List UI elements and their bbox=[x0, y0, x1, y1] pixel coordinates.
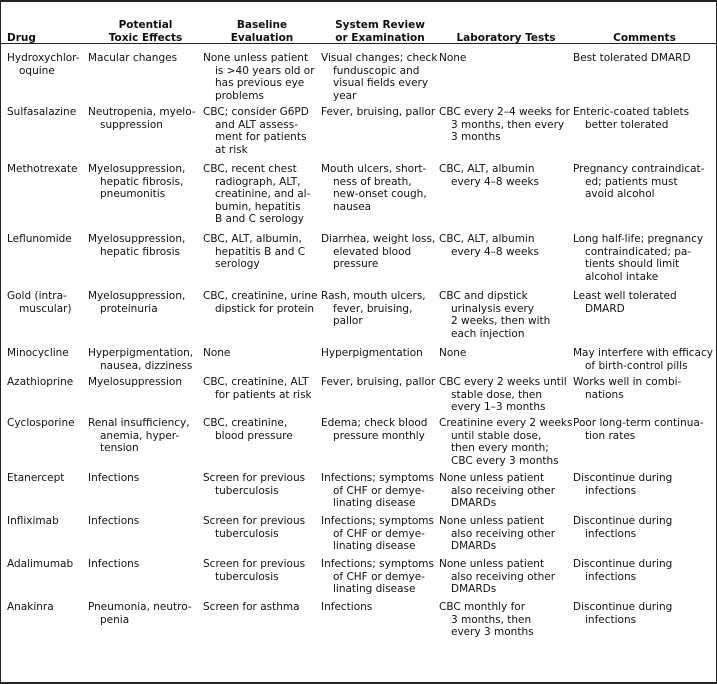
header-line: Baseline bbox=[236, 19, 288, 31]
cell-line: 3 months bbox=[451, 131, 501, 143]
cell-line: infections bbox=[585, 613, 637, 626]
cell-line: also receiving other bbox=[451, 484, 556, 497]
cell-line: Poor long-term continua- bbox=[573, 417, 704, 429]
cell-line: DMARD bbox=[585, 302, 625, 315]
cell-line: Hydroxychlor- bbox=[7, 52, 80, 64]
toxic-effects-cell bbox=[88, 514, 203, 557]
cell-line: every 3 months bbox=[451, 626, 534, 638]
cell-line: B and C serology bbox=[215, 213, 304, 225]
header-comments bbox=[573, 0, 716, 51]
cell-line: of CHF or demye- bbox=[333, 570, 425, 583]
cell-line: tension bbox=[100, 442, 139, 454]
cell-line: DMARDs bbox=[451, 497, 497, 509]
cell-line: None bbox=[439, 52, 467, 64]
drug-cell bbox=[1, 375, 88, 416]
table-row bbox=[1, 162, 716, 232]
cell-line: problems bbox=[215, 89, 264, 102]
cell-line: hepatic fibrosis, bbox=[100, 175, 184, 188]
drug-cell bbox=[1, 51, 88, 105]
cell-line: Etanercept bbox=[7, 472, 65, 484]
cell-line: until stable dose, bbox=[451, 429, 542, 442]
cell-line: Diarrhea, weight loss, bbox=[321, 233, 436, 245]
baseline-cell bbox=[203, 375, 321, 416]
cell-line: avoid alcohol bbox=[585, 188, 655, 200]
lab-tests-cell bbox=[439, 600, 573, 647]
cell-line: Discontinue during bbox=[573, 558, 673, 570]
cell-line: muscular) bbox=[19, 302, 72, 315]
lab-tests-cell bbox=[439, 346, 573, 375]
comments-cell bbox=[573, 51, 716, 105]
comments-cell bbox=[573, 514, 716, 557]
cell-line: Infections bbox=[88, 472, 140, 484]
lab-tests-cell bbox=[439, 557, 573, 600]
cell-line: for patients at risk bbox=[215, 388, 312, 401]
cell-line: suppression bbox=[100, 118, 163, 131]
cell-line: elevated blood bbox=[333, 245, 412, 258]
cell-line: also receiving other bbox=[451, 570, 556, 583]
cell-line: of CHF or demye- bbox=[333, 484, 425, 497]
toxic-effects-cell bbox=[88, 557, 203, 600]
cell-line: CBC, creatinine, urine bbox=[203, 290, 318, 302]
cell-line: ment for patients bbox=[215, 131, 307, 143]
comments-cell bbox=[573, 232, 716, 289]
cell-line: CBC, ALT, albumin bbox=[439, 233, 535, 245]
table-body bbox=[1, 51, 716, 647]
cell-line: proteinuria bbox=[100, 302, 158, 315]
cell-line: tients should limit bbox=[585, 258, 680, 270]
table-row bbox=[1, 514, 716, 557]
baseline-cell bbox=[203, 162, 321, 232]
cell-line: Screen for asthma bbox=[203, 601, 300, 613]
lab-tests-cell bbox=[439, 471, 573, 514]
cell-line: linating disease bbox=[333, 583, 416, 595]
cell-line: Cyclosporine bbox=[7, 417, 75, 429]
cell-line: Screen for previous bbox=[203, 515, 306, 527]
baseline-cell bbox=[203, 289, 321, 346]
cell-line: None unless patient bbox=[439, 515, 545, 527]
comments-cell bbox=[573, 289, 716, 346]
cell-line: CBC and dipstick bbox=[439, 290, 528, 302]
cell-line: Best tolerated DMARD bbox=[573, 52, 691, 64]
header-line: System Review bbox=[335, 19, 425, 31]
toxic-effects-cell bbox=[88, 416, 203, 471]
cell-line: Myelosuppression, bbox=[88, 233, 186, 245]
cell-line: bumin, hepatitis bbox=[215, 200, 301, 213]
header-line: or Examination bbox=[335, 31, 425, 44]
header-system-review bbox=[321, 0, 439, 51]
cell-line: alcohol intake bbox=[585, 270, 659, 283]
cell-line: CBC, ALT, albumin, bbox=[203, 233, 302, 245]
cell-line: Pregnancy contraindicat- bbox=[573, 163, 705, 175]
cell-line: Discontinue during bbox=[573, 472, 673, 484]
cell-line: Anakinra bbox=[7, 601, 54, 613]
cell-line: Visual changes; check bbox=[321, 52, 438, 64]
cell-line: urinalysis every bbox=[451, 302, 534, 315]
cell-line: infections bbox=[585, 484, 637, 497]
drug-cell bbox=[1, 105, 88, 162]
cell-line: Screen for previous bbox=[203, 558, 306, 570]
baseline-cell bbox=[203, 471, 321, 514]
header-line: Potential bbox=[118, 19, 173, 31]
cell-line: dipstick for protein bbox=[215, 302, 315, 315]
lab-tests-cell bbox=[439, 232, 573, 289]
cell-line: pressure bbox=[333, 258, 379, 270]
cell-line: linating disease bbox=[333, 497, 416, 509]
baseline-cell bbox=[203, 514, 321, 557]
toxic-effects-cell bbox=[88, 51, 203, 105]
header-row bbox=[1, 0, 716, 51]
system-review-cell bbox=[321, 232, 439, 289]
cell-line: new-onset cough, bbox=[333, 188, 427, 200]
cell-line: CBC monthly for bbox=[439, 601, 526, 613]
cell-line: tion rates bbox=[585, 429, 636, 442]
table-row bbox=[1, 557, 716, 600]
system-review-cell bbox=[321, 162, 439, 232]
cell-line: CBC, creatinine, bbox=[203, 417, 288, 429]
lab-tests-cell bbox=[439, 162, 573, 232]
header-line: Laboratory Tests bbox=[456, 31, 556, 44]
cell-line: Minocycline bbox=[7, 347, 69, 359]
drug-cell bbox=[1, 600, 88, 647]
drug-cell bbox=[1, 557, 88, 600]
drug-monitoring-table bbox=[1, 0, 716, 647]
cell-line: penia bbox=[100, 613, 130, 626]
cell-line: nausea, dizziness bbox=[100, 359, 193, 372]
cell-line: pallor bbox=[333, 315, 363, 327]
cell-line: Myelosuppression, bbox=[88, 163, 186, 175]
cell-line: every 4–8 weeks bbox=[451, 245, 540, 258]
cell-line: DMARDs bbox=[451, 540, 497, 552]
cell-line: tuberculosis bbox=[215, 527, 279, 540]
cell-line: pneumonitis bbox=[100, 188, 166, 200]
cell-line: every 1–3 months bbox=[451, 401, 546, 413]
baseline-cell bbox=[203, 346, 321, 375]
cell-line: nations bbox=[585, 388, 624, 401]
lab-tests-cell bbox=[439, 51, 573, 105]
cell-line: Macular changes bbox=[88, 52, 178, 64]
cell-line: Long half-life; pregnancy bbox=[573, 233, 704, 245]
cell-line: Mouth ulcers, short- bbox=[321, 163, 427, 175]
cell-line: and ALT assess- bbox=[215, 118, 298, 131]
comments-cell bbox=[573, 105, 716, 162]
cell-line: Creatinine every 2 weeks bbox=[439, 417, 573, 429]
drug-cell bbox=[1, 416, 88, 471]
comments-cell bbox=[573, 600, 716, 647]
cell-line: Fever, bruising, pallor bbox=[321, 376, 436, 388]
cell-line: Azathioprine bbox=[7, 376, 74, 388]
cell-line: None unless patient bbox=[439, 558, 545, 570]
cell-line: DMARDs bbox=[451, 583, 497, 595]
cell-line: tuberculosis bbox=[215, 484, 279, 497]
cell-line: Enteric-coated tablets bbox=[573, 106, 690, 118]
cell-line: Infections bbox=[88, 515, 140, 527]
cell-line: fever, bruising, bbox=[333, 302, 413, 315]
cell-line: 3 months, then every bbox=[451, 118, 565, 131]
cell-line: Least well tolerated bbox=[573, 290, 677, 302]
drug-cell bbox=[1, 471, 88, 514]
cell-line: Infections; symptoms bbox=[321, 558, 434, 570]
cell-line: Rash, mouth ulcers, bbox=[321, 290, 426, 302]
comments-cell bbox=[573, 471, 716, 514]
cell-line: linating disease bbox=[333, 540, 416, 552]
baseline-cell bbox=[203, 232, 321, 289]
cell-line: None unless patient bbox=[439, 472, 545, 484]
table-row bbox=[1, 600, 716, 647]
cell-line: CBC every 2–4 weeks for bbox=[439, 106, 570, 118]
header-line: Comments bbox=[613, 31, 676, 44]
cell-line: Infections bbox=[88, 558, 140, 570]
header-baseline bbox=[203, 0, 321, 51]
cell-line: Screen for previous bbox=[203, 472, 306, 484]
cell-line: Leflunomide bbox=[7, 233, 72, 245]
system-review-cell bbox=[321, 557, 439, 600]
cell-line: stable dose, then bbox=[451, 388, 542, 401]
cell-line: Methotrexate bbox=[7, 163, 78, 175]
cell-line: then every month; bbox=[451, 442, 549, 454]
cell-line: ed; patients must bbox=[585, 175, 678, 188]
drug-cell bbox=[1, 232, 88, 289]
drug-cell bbox=[1, 289, 88, 346]
cell-line: pressure monthly bbox=[333, 429, 425, 442]
cell-line: also receiving other bbox=[451, 527, 556, 540]
system-review-cell bbox=[321, 600, 439, 647]
cell-line: Sulfasalazine bbox=[7, 106, 77, 118]
cell-line: anemia, hyper- bbox=[100, 429, 180, 442]
cell-line: CBC every 2 weeks until bbox=[439, 376, 567, 388]
cell-line: hepatitis B and C bbox=[215, 245, 306, 258]
cell-line: better tolerated bbox=[585, 118, 669, 131]
cell-line: Infections; symptoms bbox=[321, 515, 434, 527]
baseline-cell bbox=[203, 51, 321, 105]
cell-line: each injection bbox=[451, 327, 525, 340]
lab-tests-cell bbox=[439, 514, 573, 557]
drug-cell bbox=[1, 162, 88, 232]
toxic-effects-cell bbox=[88, 105, 203, 162]
toxic-effects-cell bbox=[88, 162, 203, 232]
cell-line: visual fields every bbox=[333, 77, 429, 89]
cell-line: every 4–8 weeks bbox=[451, 175, 540, 188]
system-review-cell bbox=[321, 289, 439, 346]
cell-line: CBC, creatinine, ALT bbox=[203, 376, 309, 388]
lab-tests-cell bbox=[439, 416, 573, 471]
header-line: Toxic Effects bbox=[108, 31, 183, 44]
header-lab-tests bbox=[439, 0, 573, 51]
cell-line: of birth-control pills bbox=[585, 359, 688, 372]
system-review-cell bbox=[321, 471, 439, 514]
system-review-cell bbox=[321, 416, 439, 471]
cell-line: oquine bbox=[19, 64, 55, 77]
toxic-effects-cell bbox=[88, 600, 203, 647]
cell-line: tuberculosis bbox=[215, 570, 279, 583]
cell-line: None unless patient bbox=[203, 52, 309, 64]
cell-line: of CHF or demye- bbox=[333, 527, 425, 540]
cell-line: infections bbox=[585, 570, 637, 583]
table-row bbox=[1, 232, 716, 289]
cell-line: CBC; consider G6PD bbox=[203, 106, 309, 118]
header-line: Evaluation bbox=[230, 31, 294, 44]
drug-cell bbox=[1, 514, 88, 557]
cell-line: Neutropenia, myelo- bbox=[88, 106, 196, 118]
cell-line: blood pressure bbox=[215, 429, 293, 442]
comments-cell bbox=[573, 346, 716, 375]
cell-line: has previous eye bbox=[215, 77, 305, 89]
system-review-cell bbox=[321, 375, 439, 416]
cell-line: creatinine, and al- bbox=[215, 188, 311, 200]
cell-line: radiograph, ALT, bbox=[215, 175, 301, 188]
cell-line: year bbox=[333, 89, 357, 102]
table-row bbox=[1, 416, 716, 471]
cell-line: May interfere with efficacy bbox=[573, 347, 713, 359]
system-review-cell bbox=[321, 105, 439, 162]
header-toxic-effects bbox=[88, 0, 203, 51]
drug-cell bbox=[1, 346, 88, 375]
comments-cell bbox=[573, 416, 716, 471]
header-drug bbox=[1, 0, 88, 51]
cell-line: serology bbox=[215, 258, 260, 270]
cell-line: Adalimumab bbox=[7, 558, 74, 570]
toxic-effects-cell bbox=[88, 232, 203, 289]
cell-line: CBC, ALT, albumin bbox=[439, 163, 535, 175]
cell-line: Fever, bruising, pallor bbox=[321, 106, 436, 118]
lab-tests-cell bbox=[439, 105, 573, 162]
toxic-effects-cell bbox=[88, 471, 203, 514]
cell-line: Discontinue during bbox=[573, 601, 673, 613]
baseline-cell bbox=[203, 416, 321, 471]
cell-line: ness of breath, bbox=[333, 175, 412, 188]
cell-line: Infliximab bbox=[7, 515, 59, 527]
table-row bbox=[1, 105, 716, 162]
baseline-cell bbox=[203, 105, 321, 162]
cell-line: Hyperpigmentation, bbox=[88, 347, 194, 359]
cell-line: Infections bbox=[321, 601, 373, 613]
cell-line: Myelosuppression, bbox=[88, 290, 186, 302]
cell-line: Gold (intra- bbox=[7, 290, 67, 302]
cell-line: Myelosuppression bbox=[88, 376, 183, 388]
cell-line: 3 months, then bbox=[451, 613, 532, 626]
cell-line: None bbox=[439, 347, 467, 359]
system-review-cell bbox=[321, 514, 439, 557]
table-row bbox=[1, 289, 716, 346]
baseline-cell bbox=[203, 600, 321, 647]
system-review-cell bbox=[321, 51, 439, 105]
cell-line: Renal insufficiency, bbox=[88, 417, 190, 429]
cell-line: Infections; symptoms bbox=[321, 472, 434, 484]
cell-line: Discontinue during bbox=[573, 515, 673, 527]
cell-line: Works well in combi- bbox=[573, 376, 682, 388]
header-line: Drug bbox=[7, 31, 36, 44]
cell-line: Hyperpigmentation bbox=[321, 347, 423, 359]
cell-line: Pneumonia, neutro- bbox=[88, 601, 192, 613]
table-row bbox=[1, 471, 716, 514]
cell-line: nausea bbox=[333, 200, 372, 213]
table-row bbox=[1, 346, 716, 375]
cell-line: infections bbox=[585, 527, 637, 540]
table-row bbox=[1, 51, 716, 105]
toxic-effects-cell bbox=[88, 346, 203, 375]
cell-line: CBC every 3 months bbox=[451, 454, 559, 467]
cell-line: 2 weeks, then with bbox=[451, 315, 551, 327]
cell-line: Edema; check blood bbox=[321, 417, 428, 429]
comments-cell bbox=[573, 557, 716, 600]
baseline-cell bbox=[203, 557, 321, 600]
comments-cell bbox=[573, 162, 716, 232]
comments-cell bbox=[573, 375, 716, 416]
table-row bbox=[1, 375, 716, 416]
cell-line: CBC, recent chest bbox=[203, 163, 297, 175]
system-review-cell bbox=[321, 346, 439, 375]
cell-line: hepatic fibrosis bbox=[100, 245, 181, 258]
cell-line: contraindicated; pa- bbox=[585, 245, 692, 258]
toxic-effects-cell bbox=[88, 375, 203, 416]
lab-tests-cell bbox=[439, 375, 573, 416]
cell-line: funduscopic and bbox=[333, 64, 420, 77]
cell-line: is >40 years old or bbox=[215, 64, 315, 77]
toxic-effects-cell bbox=[88, 289, 203, 346]
cell-line: None bbox=[203, 347, 231, 359]
cell-line: at risk bbox=[215, 143, 248, 156]
lab-tests-cell bbox=[439, 289, 573, 346]
